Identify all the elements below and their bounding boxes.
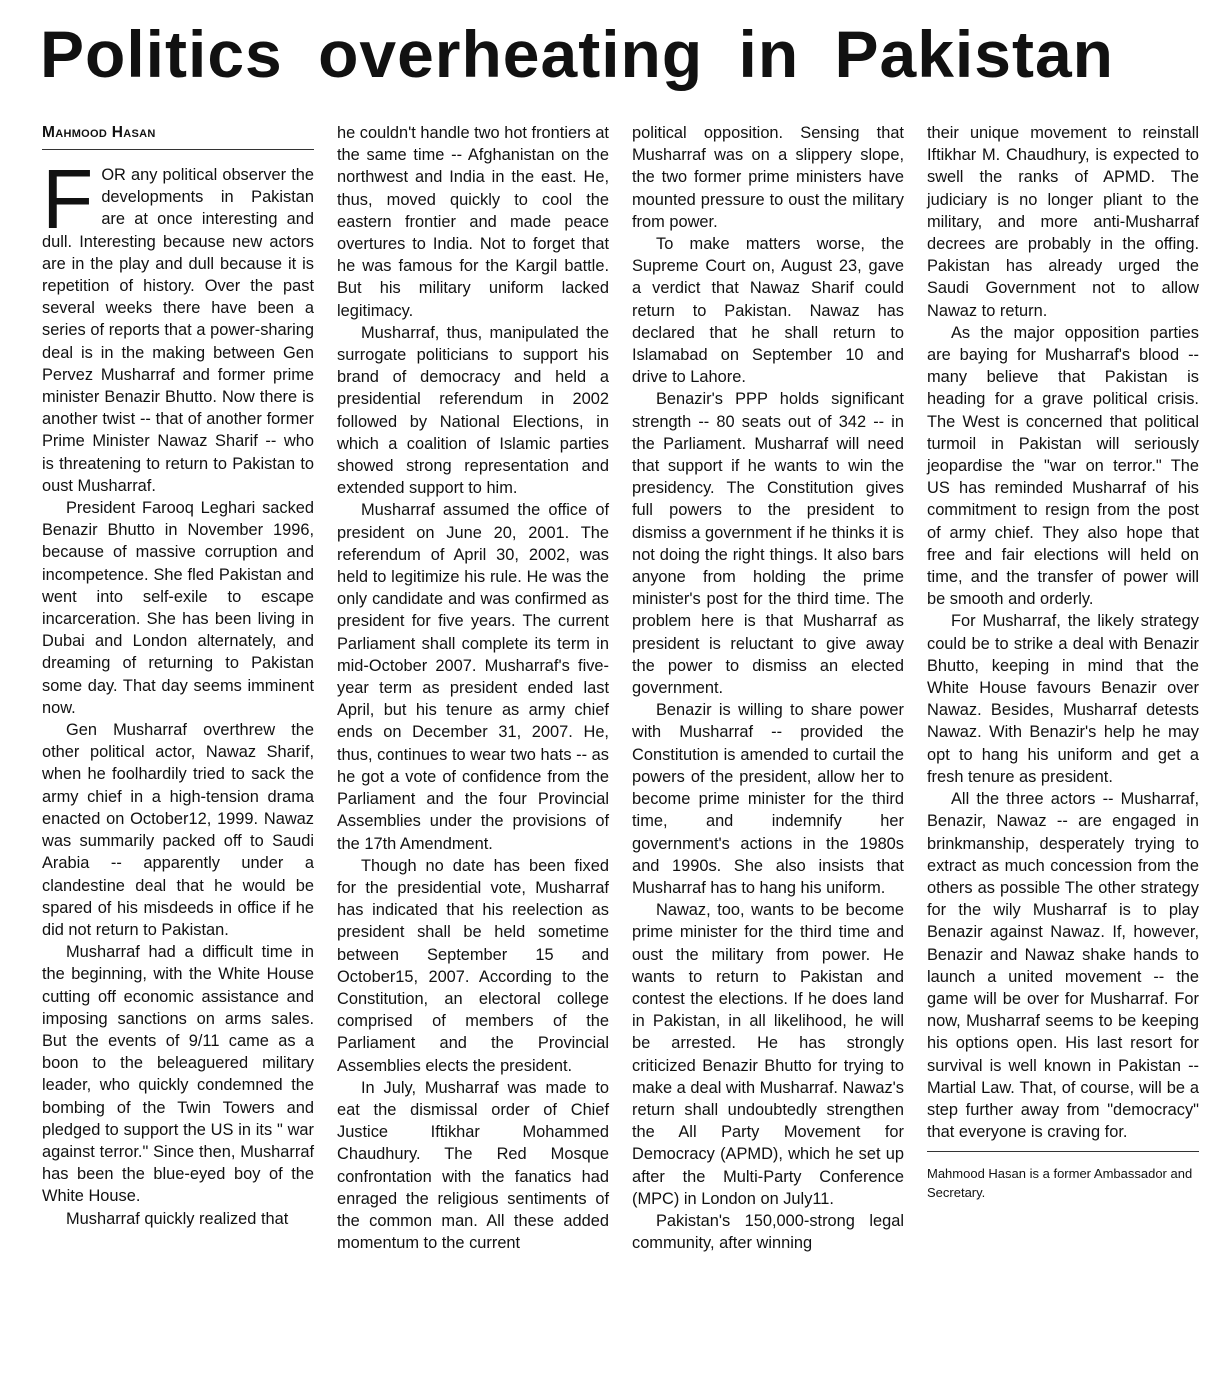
paragraph: Musharraf assumed the office of president on June 20, 2001. The referendum of April 30, 2002, was held to legitimize his rule. He was the only candidate and was confirmed as president for five years. The current Parliament shall complete its term in mid-October 2007. Musharraf's five-year term as president ended last April, but his tenure as army chief ends on December 31, 2007. He, thus, continues to wear two hats -- as he got a vote of confidence from the Parliament and the four Provincial Assemblies under the provisions of the 17th Amendment. [337, 501, 609, 853]
column-4 [927, 122, 1199, 1202]
paragraph [42, 152, 314, 497]
drop-cap: F [42, 152, 94, 246]
paragraph: political opposition. Sensing that Musharraf was on a slippery slope, the two former prime ministers have mounted pressure to oust the military from power. [632, 124, 904, 231]
paragraph-text: OR any political observer the developments in Pakistan are at once interesting and dull. Interesting because new actors are in the play and dull because it is repetition of history. Over the past several weeks there have been a series of reports that a power-sharing deal is in the making between Gen Pervez Musharraf and former prime minister Benazir Bhutto. Now there is another twist -- that of another former Prime Minister Nawaz Sharif -- who is threatening to return to Pakistan to oust Musharraf. [42, 166, 314, 495]
column-2 [337, 122, 609, 1254]
paragraph: Gen Musharraf overthrew the other political actor, Nawaz Sharif, when he foolhardily tried to sack the army chief in a high-tension drama enacted on October12, 1999. Nawaz was summarily packed off to Saudi Arabia -- apparently under a clandestine deal that he would be spared of his misdeeds in office if he did not return to Pakistan. [42, 721, 314, 939]
paragraph: their unique movement to reinstall Iftikhar M. Chaudhury, is expected to swell the ranks of APMD. The judiciary is no longer pliant to the military, and more anti-Musharraf decrees are probably in the offing. Pakistan has already urged the Saudi Government not to allow Nawaz to return. [927, 124, 1199, 320]
paragraph: Musharraf, thus, manipulated the surrogate politicians to support his brand of democracy and held a presidential referendum in 2002 followed by National Elections, in which a coalition of Islamic parties showed strong representation and extended support to him. [337, 323, 609, 498]
paragraph: Though no date has been fixed for the presidential vote, Musharraf has indicated that his reelection as president shall be held sometime between September 15 and October15, 2007. According to the Constitution, an electoral college comprised of members of the Parliament and the Provincial Assemblies elects the president. [337, 856, 609, 1075]
column-3 [632, 122, 904, 1254]
paragraph: President Farooq Leghari sacked Benazir Bhutto in November 1996, because of massive corruption and incompetence. She fled Pakistan and went into self-exile to escape incarceration. She has been living in Dubai and London alternately, and dreaming of returning to Pakistan some day. That day seems imminent now. [42, 499, 314, 717]
author-footnote: Mahmood Hasan is a former Ambassador and Secretary. [927, 1151, 1199, 1202]
byline: Mahmood Hasan [42, 122, 314, 150]
column-1 [42, 122, 314, 1230]
paragraph: Benazir is willing to share power with Musharraf -- provided the Constitution is amended to curtail the powers of the president, allow her to become prime minister for the third time, and indemnify her government's actions in the 1980s and 1990s. She also insists that Musharraf has to hang his uniform. [632, 701, 904, 897]
paragraph: All the three actors -- Musharraf, Benazir, Nawaz -- are engaged in brinkmanship, desperately trying to extract as much concession from the others as possible The other strategy for the wily Musharraf is to play Benazir against Nawaz. If, however, Benazir and Nawaz shake hands to launch a united movement -- the game will be over for Musharraf. For now, Musharraf seems to be keeping his options open. His last resort for survival is well known in Pakistan -- Martial Law. That, of course, will be a step further away from "democracy" that everyone is craving for. [927, 790, 1199, 1142]
paragraph: Musharraf had a difficult time in the beginning, with the White House cutting off economic assistance and imposing sanctions on arms sales. But the events of 9/11 came as a boon to the beleaguered military leader, who quickly condemned the bombing of the Twin Towers and pledged to support the US in its " war against terror." Since then, Musharraf has been the blue-eyed boy of the White House. [42, 943, 314, 1206]
headline: Politics overheating in Pakistan [40, 17, 1114, 91]
paragraph: For Musharraf, the likely strategy could be to strike a deal with Benazir Bhutto, keeping in mind that the White House favours Benazir over Nawaz. Besides, Musharraf detests Nawaz. With Benazir's help he may opt to hang his uniform and get a fresh tenure as president. [927, 612, 1199, 786]
paragraph: Nawaz, too, wants to be become prime minister for the third time and oust the military from power. He wants to return to Pakistan and contest the elections. If he does land in Pakistan, in all likelihood, he will be arrested. He has strongly criticized Benazir Bhutto for trying to make a deal with Musharraf. Nawaz's return shall undoubtedly strengthen the All Party Movement for Democracy (APMD), which he set up after the Multi-Party Conference (MPC) in London on July11. [632, 901, 904, 1208]
paragraph: he couldn't handle two hot frontiers at the same time -- Afghanistan on the northwest and India in the east. He, thus, moved quickly to cool the eastern frontier and made peace overtures to India. Not to forget that he was famous for the Kargil battle. But his military uniform lacked legitimacy. [337, 124, 609, 320]
paragraph: In July, Musharraf was made to eat the dismissal order of Chief Justice Iftikhar Mohammed Chaudhury. The Red Mosque confrontation with the fanatics had enraged the religious sentiments of the common man. All these added momentum to the current [337, 1078, 609, 1253]
paragraph: Musharraf quickly realized that [66, 1209, 289, 1228]
paragraph: As the major opposition parties are baying for Musharraf's blood -- many believe that Pakistan is heading for a grave political crisis. The West is concerned that political turmoil in Pakistan will seriously jeopardise the "war on terror." The US has reminded Musharraf of his commitment to resign from the post of army chief. They also hope that free and fair elections will held on time, and the transfer of power will be smooth and orderly. [927, 323, 1199, 609]
paragraph: Pakistan's 150,000-strong legal community, after winning [632, 1211, 904, 1253]
paragraph: Benazir's PPP holds significant strength -- 80 seats out of 342 -- in the Parliament. Musharraf will need that support if he wants to win the presidency. The Constitution gives full powers to the president to dismiss a government if he thinks it is not doing the right things. It also bars anyone from holding the prime minister's post for the third time. The problem here is that Musharraf as president is reluctant to give away the power to dismiss an elected government. [632, 390, 904, 698]
paragraph: To make matters worse, the Supreme Court on, August 23, gave a verdict that Nawaz Sharif could return to Pakistan. Nawaz has declared that he shall return to Islamabad on September 10 and drive to Lahore. [632, 235, 904, 387]
